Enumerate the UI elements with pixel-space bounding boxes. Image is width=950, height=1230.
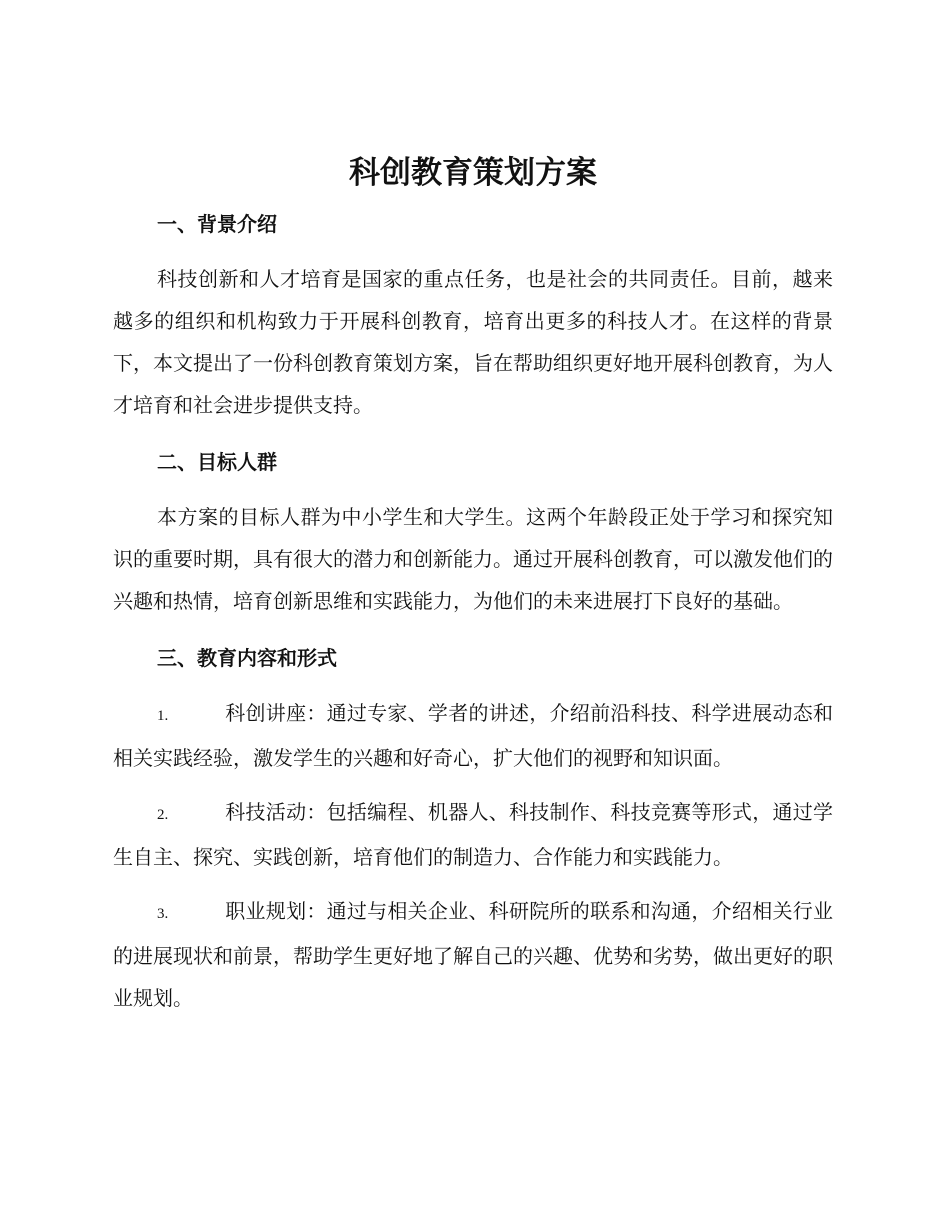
section-content-and-format <box>113 644 833 1019</box>
section-heading-target-audience: 二、目标人群 <box>157 450 277 474</box>
section-background <box>113 210 833 426</box>
document-title: 科创教育策划方案 <box>349 155 597 191</box>
document-body <box>113 148 833 1031</box>
section-heading-content-and-format: 三、教育内容和形式 <box>157 646 337 670</box>
section-heading-background: 一、背景介绍 <box>157 212 277 236</box>
list-item <box>113 791 833 878</box>
list-item <box>113 890 833 1019</box>
list-item-number: 3. <box>157 906 169 922</box>
list-item <box>113 692 833 779</box>
list-item-text: 职业规划：通过与相关企业、科研院所的联系和沟通，介绍相关行业的进展现状和前景，帮助学生更好地了解自己的兴趣、优势和劣势，做出更好的职业规划。 <box>113 899 833 1010</box>
list-item-text: 科技活动：包括编程、机器人、科技制作、科技竞赛等形式，通过学生自主、探究、实践创新，培育他们的制造力、合作能力和实践能力。 <box>113 800 833 869</box>
section-paragraph-target-audience: 本方案的目标人群为中小学生和大学生。这两个年龄段正处于学习和探究知识的重要时期，具有很大的潜力和创新能力。通过开展科创教育，可以激发他们的兴趣和热情，培育创新思维和实践能力，为他们的未来进展打下良好的基础。 <box>113 505 833 613</box>
list-item-text: 科创讲座：通过专家、学者的讲述，介绍前沿科技、科学进展动态和相关实践经验，激发学生的兴趣和好奇心，扩大他们的视野和知识面。 <box>113 701 833 770</box>
list-item-number: 1. <box>157 708 169 724</box>
section-paragraph-background: 科技创新和人才培育是国家的重点任务，也是社会的共同责任。目前，越来越多的组织和机构致力于开展科创教育，培育出更多的科技人才。在这样的背景下，本文提出了一份科创教育策划方案，旨在帮助组织更好地开展科创教育，为人才培育和社会进步提供支持。 <box>113 267 833 417</box>
section-target-audience <box>113 448 833 622</box>
list-item-number: 2. <box>157 807 169 823</box>
